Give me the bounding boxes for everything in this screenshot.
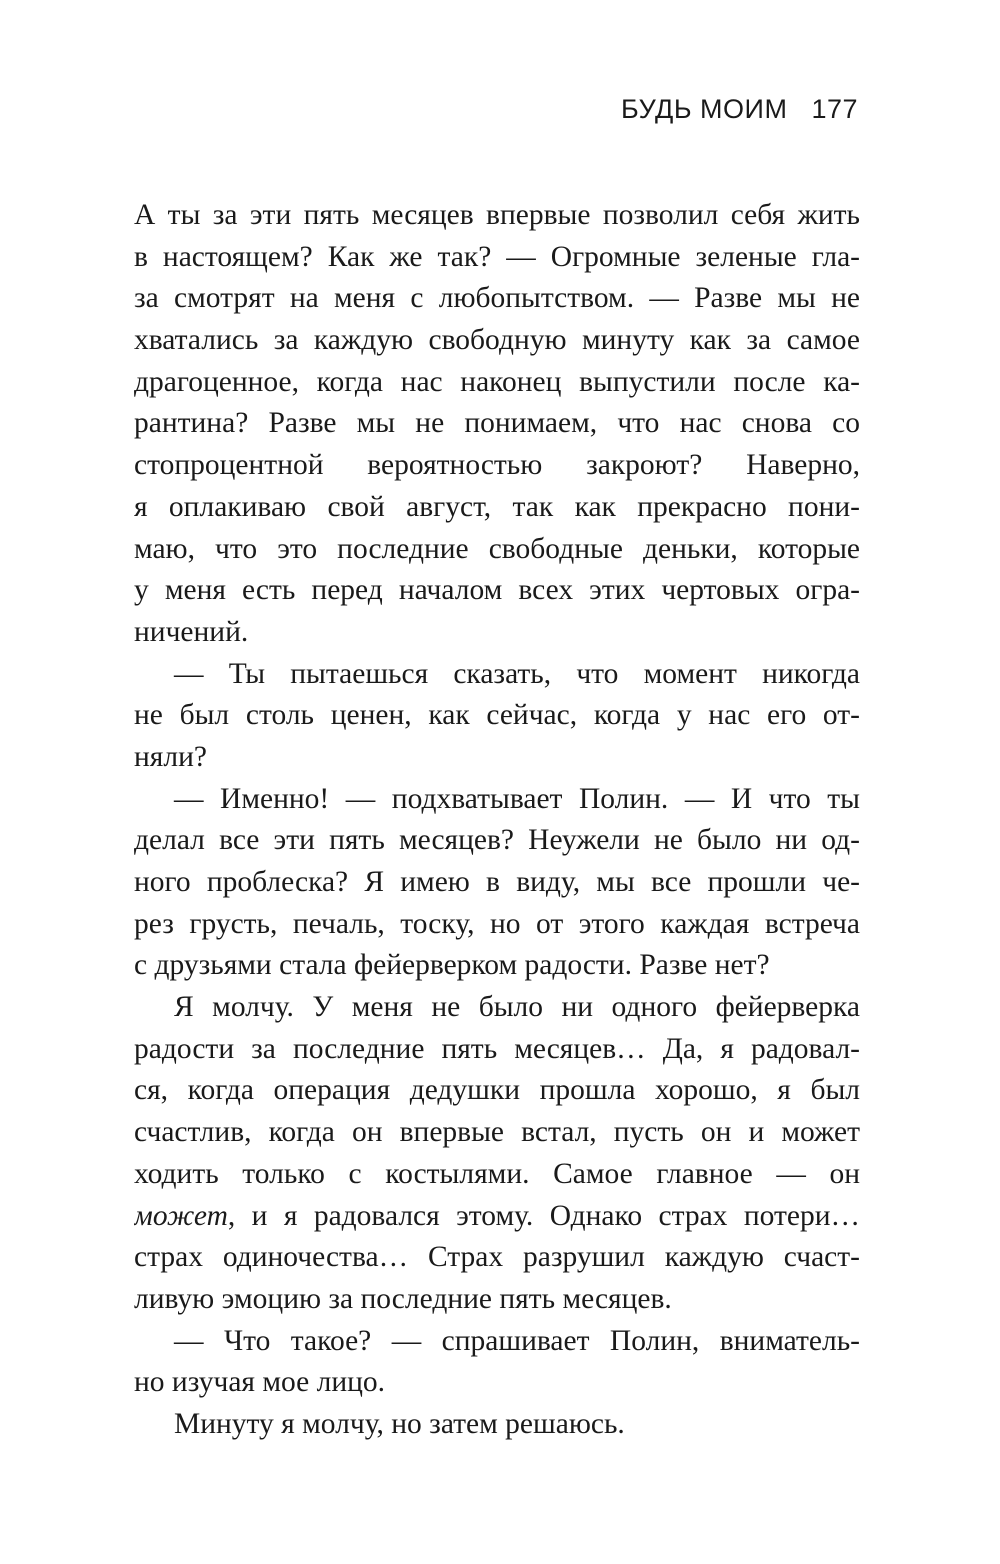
text-line: рез грусть, печаль, тоску, но от этого каждая встреча (134, 907, 860, 940)
text-line: А ты за эти пять месяцев впервые позволил себя жить (134, 199, 860, 231)
page-number: 177 (811, 94, 858, 124)
text-line: радости за последние пять месяцев… Да, я радовал- (134, 1032, 860, 1065)
text-line: ничений. (134, 615, 249, 648)
running-title: БУДЬ МОИМ (621, 94, 788, 124)
text-line: за смотрят на меня с любопытством. — Разве мы не (134, 282, 860, 315)
text-line: — Что такое? — спрашивает Полин, вниматель- (174, 1324, 860, 1357)
text-line-with-italic (134, 1196, 860, 1238)
text-line: — Ты пытаешься сказать, что момент никогда (174, 657, 860, 690)
text-line: в настоящем? Как же так? — Огромные зеленые гла- (134, 240, 860, 273)
text-line: не был столь ценен, как сейчас, когда у нас его от- (134, 699, 860, 732)
text-line: у меня есть перед началом всех этих чертовых огра- (134, 574, 860, 607)
text-line: рантина? Разве мы не понимаем, что нас снова со (134, 407, 860, 440)
text-line: ливую эмоцию за последние пять месяцев. (134, 1282, 672, 1315)
text-line: ся, когда операция дедушки прошла хорошо, я был (134, 1074, 860, 1107)
text-line: хватались за каждую свободную минуту как за самое (134, 324, 860, 357)
running-head (140, 94, 858, 134)
text-line: страх одиночества… Страх разрушил каждую счаст- (134, 1241, 860, 1274)
text-line: я оплакиваю свой август, так как прекрасно пони- (134, 490, 860, 523)
text-line: стопроцентной вероятностью закроют? Наверно, (134, 449, 860, 482)
italic-word: может (134, 1199, 228, 1232)
text-line-rest: , и я радовался этому. Однако страх потери… (227, 1199, 860, 1232)
text-line: с друзьями стала фейерверком радости. Разве нет? (134, 949, 770, 982)
body-text (134, 195, 860, 1446)
text-line: Минуту я молчу, но затем решаюсь. (174, 1407, 625, 1440)
text-line: но изучая мое лицо. (134, 1366, 386, 1399)
text-line: няли? (134, 740, 207, 773)
text-line: счастлив, когда он впервые встал, пусть он и может (134, 1116, 860, 1149)
text-line: Я молчу. У меня не было ни одного фейерверка (174, 991, 860, 1024)
text-line: маю, что это последние свободные деньки, которые (134, 532, 860, 565)
text-line: делал все эти пять месяцев? Неужели не было ни од- (134, 824, 860, 857)
text-line: драгоценное, когда нас наконец выпустили после ка- (134, 365, 860, 398)
text-line: ного проблеска? Я имею в виду, мы все прошли че- (134, 866, 860, 898)
text-line: — Именно! — подхватывает Полин. — И что ты (174, 782, 860, 815)
text-line: ходить только с костылями. Самое главное — он (134, 1157, 860, 1190)
